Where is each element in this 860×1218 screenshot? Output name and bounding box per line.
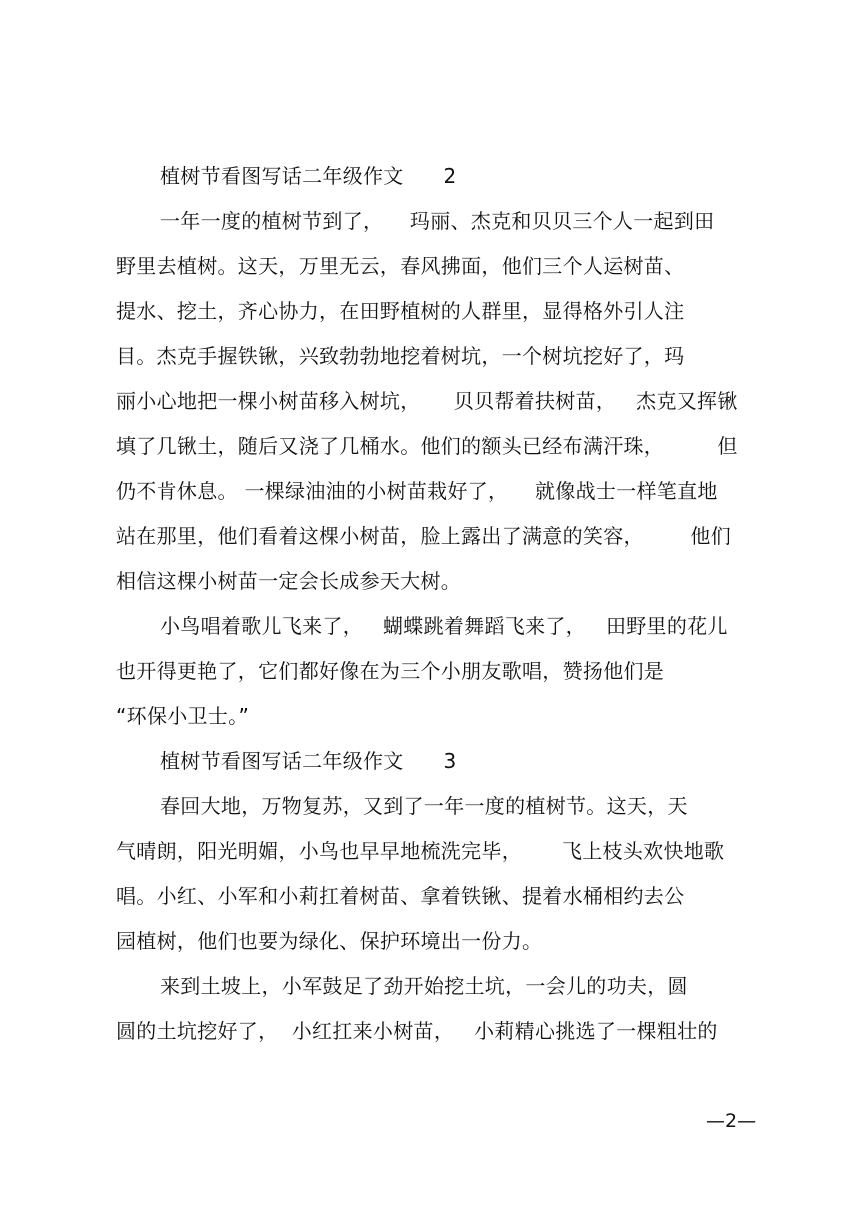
paragraph-line: 一年一度的植树节到了， 玛丽、杰克和贝贝三个人一起到田 — [160, 209, 715, 233]
paragraph-line: 春回大地，万物复苏，又到了一年一度的植树节。这天，天 — [160, 794, 688, 818]
paragraph-line: 小鸟唱着歌儿飞来了， 蝴蝶跳着舞蹈飞来了， 田野里的花儿 — [160, 614, 728, 638]
paragraph-line: 来到土坡上，小军鼓足了劲开始挖土坑，一会儿的功夫，圆 — [160, 974, 688, 998]
paragraph-line: 目。杰克手握铁锹，兴致勃勃地挖着树坑，一个树坑挖好了，玛 — [116, 344, 685, 368]
paragraph-line: 圆的土坑挖好了， 小红扛来小树苗， 小莉精心挑选了一棵粗壮的 — [116, 1019, 718, 1043]
paragraph-line: 相信这棵小树苗一定会长成参天大树。 — [116, 569, 462, 593]
essay-heading-2: 植树节看图写话二年级作文 2 — [160, 164, 457, 188]
paragraph-line: 丽小心地把一棵小树苗移入树坑， 贝贝帮着扶树苗， 杰克又挥锹 — [116, 389, 738, 413]
paragraph-line: 仍不肯休息。 一棵绿油油的小树苗栽好了， 就像战士一样笔直地 — [116, 479, 718, 503]
page-number: —2— — [706, 1110, 757, 1132]
paragraph-line: 唱。小红、小军和小莉扛着树苗、拿着铁锹、提着水桶相约去公 — [116, 884, 685, 908]
paragraph-line: 野里去植树。这天，万里无云，春风拂面，他们三个人运树苗、 — [116, 254, 685, 278]
paragraph-line: 气晴朗，阳光明媚，小鸟也早早地梳洗完毕， 飞上枝头欢快地歌 — [116, 839, 725, 863]
paragraph-line: “环保小卫士。” — [116, 704, 250, 728]
paragraph-line: 提水、挖土，齐心协力，在田野植树的人群里，显得格外引人注 — [116, 299, 685, 323]
paragraph-line: 站在那里，他们看着这棵小树苗，脸上露出了满意的笑容， 他们 — [116, 524, 732, 548]
paragraph-line: 填了几锹土，随后又浇了几桶水。他们的额头已经布满汗珠， 但 — [116, 434, 738, 458]
paragraph-line: 也开得更艳了，它们都好像在为三个小朋友歌唱，赞扬他们是 — [116, 659, 665, 683]
essay-heading-3: 植树节看图写话二年级作文 3 — [160, 749, 457, 773]
paragraph-line: 园植树，他们也要为绿化、保护环境出一份力。 — [116, 929, 543, 953]
